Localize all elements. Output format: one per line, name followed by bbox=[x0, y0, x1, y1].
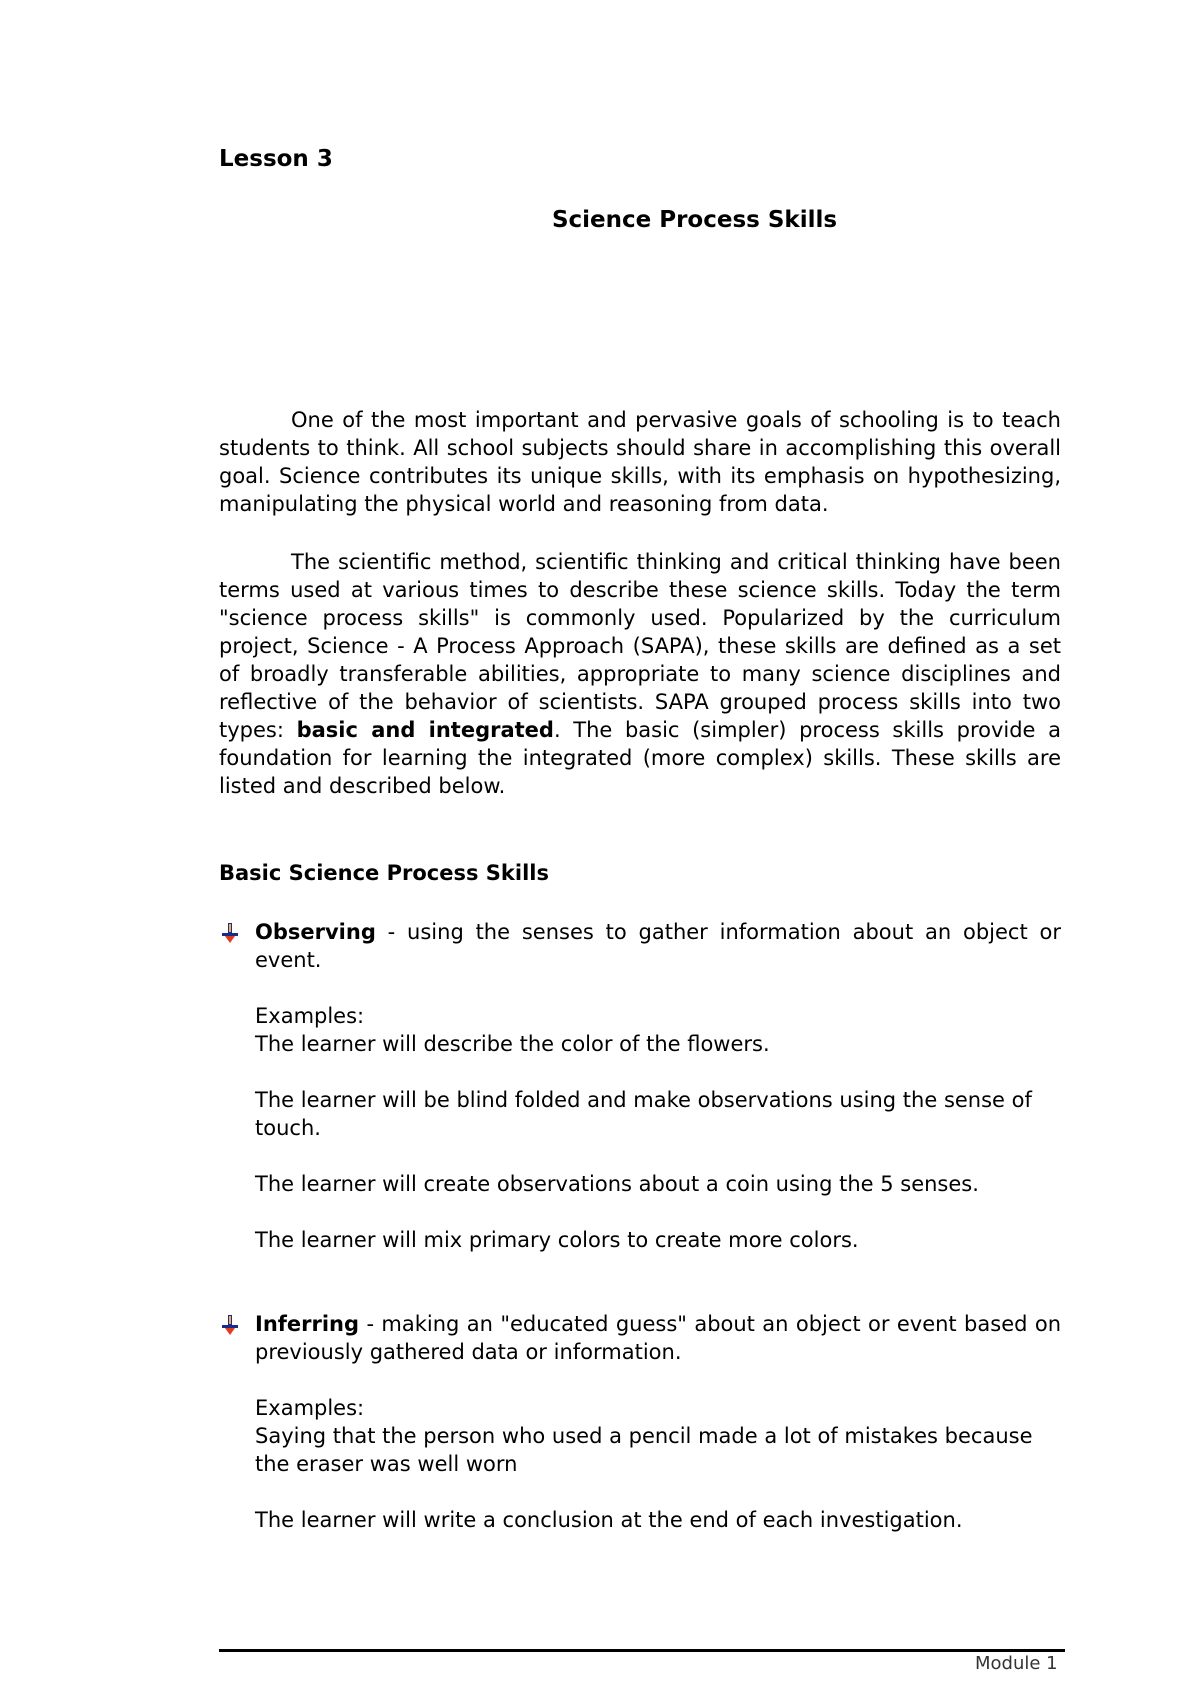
example-item: The learner will mix primary colors to create more colors. bbox=[255, 1228, 859, 1252]
process-skills-text-after: . The basic (simpler) process skills provide a foundation for learning the integrated (more complex) skills. These skills are listed and described below. bbox=[219, 718, 1061, 798]
intro-paragraph bbox=[219, 406, 1061, 518]
intro-paragraph-text: One of the most important and pervasive goals of schooling is to teach students to think. All school subjects should share in accomplishing this overall goal. Science contributes its unique skills, with its emphasis on hypothesizing, manipulating the physical world and reasoning from data. bbox=[219, 408, 1061, 516]
example-item: The learner will write a conclusion at the end of each investigation. bbox=[255, 1508, 963, 1532]
process-skills-paragraph bbox=[219, 548, 1061, 800]
skill-term: Inferring bbox=[255, 1312, 360, 1336]
example-item: The learner will be blind folded and make observations using the sense of touch. bbox=[255, 1088, 1032, 1140]
page-title: Science Process Skills bbox=[551, 207, 838, 233]
footer-module-label: Module 1 bbox=[975, 1653, 1058, 1674]
examples-label: Examples: bbox=[255, 1396, 365, 1420]
skill-inferring bbox=[219, 1310, 1061, 1366]
skill-inferring-definition bbox=[255, 1310, 1061, 1366]
skill-definition: - using the senses to gather information about an object or event. bbox=[255, 920, 1061, 972]
process-skills-types: basic and integrated bbox=[296, 718, 554, 742]
section-heading: Basic Science Process Skills bbox=[219, 861, 549, 885]
process-skills-text-before: The scientific method, scientific thinking and critical thinking have been terms used at various times to describe these science skills. Today the term "science process skills" is commonly used. Popularized by the curriculum project, Science - A Process Approach (SAPA), these skills are defined as a set of broadly transferable abilities, appropriate to many science disciplines and reflective of the behavior of scientists. SAPA grouped process skills into two types: bbox=[219, 550, 1061, 742]
footer-rule bbox=[219, 1649, 1065, 1652]
examples-label: Examples: bbox=[255, 1004, 365, 1028]
skill-observing bbox=[219, 918, 1061, 974]
skill-definition: - making an "educated guess" about an object or event based on previously gathered data or information. bbox=[255, 1312, 1061, 1364]
down-arrow-bullet-icon bbox=[219, 922, 241, 944]
down-arrow-bullet-icon bbox=[219, 1314, 241, 1336]
skill-term: Observing bbox=[255, 920, 376, 944]
skill-observing-definition bbox=[255, 918, 1061, 974]
example-item: The learner will create observations about a coin using the 5 senses. bbox=[255, 1172, 979, 1196]
example-item: Saying that the person who used a pencil made a lot of mistakes because the eraser was well worn bbox=[255, 1424, 1033, 1476]
example-item: The learner will describe the color of the flowers. bbox=[255, 1032, 770, 1056]
lesson-label: Lesson 3 bbox=[219, 146, 333, 172]
